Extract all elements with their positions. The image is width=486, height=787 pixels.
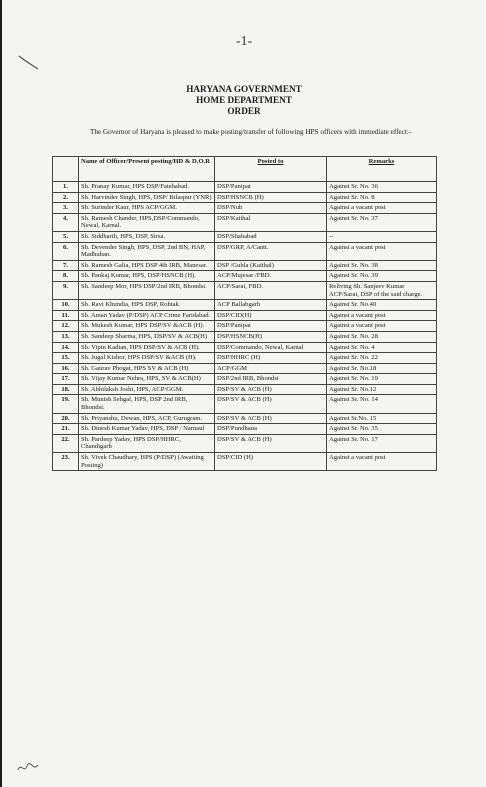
row-posted-to: DSP/SV & ACB (H) xyxy=(215,413,327,424)
column-header-name: Name of Officer/Present posting/HD & D.O.R xyxy=(79,157,215,182)
table-row xyxy=(53,260,437,271)
row-posted-to: ACP/Mujesar /FBD. xyxy=(215,271,327,282)
table-row xyxy=(53,242,437,260)
row-remarks: Against Sr. No. 35 xyxy=(327,424,437,435)
row-remarks: Reliving Sh. Sanjeev Kumar ACP/Sarai, DSP of the said charge. xyxy=(327,281,437,299)
row-sr-number: 12. xyxy=(53,321,79,332)
row-sr-number: 1. xyxy=(53,182,79,193)
column-header-posted xyxy=(215,157,327,182)
row-posted-to: DSP/2nd IRB, Bhondsi xyxy=(215,374,327,385)
row-posted-to: ACP Ballabgarh xyxy=(215,300,327,311)
row-posted-to: DSP/HHRC (H) xyxy=(215,353,327,364)
row-remarks: Against Sr. No. 22 xyxy=(327,353,437,364)
row-sr-number: 21. xyxy=(53,424,79,435)
row-remarks: Against Sr.No. 15 xyxy=(327,413,437,424)
row-sr-number: 3. xyxy=(53,203,79,214)
table-row xyxy=(53,203,437,214)
row-posted-to: DSP/GRP, A/Cantt. xyxy=(215,242,327,260)
row-posted-to: DSP/CID(H) xyxy=(215,310,327,321)
table-row xyxy=(53,342,437,353)
row-remarks: Against Sr. No. 17 xyxy=(327,434,437,452)
row-officer-name: Sh. Priyanshu, Dewan, HPS, ACP, Gurugram. xyxy=(79,413,215,424)
table-row xyxy=(53,374,437,385)
row-officer-name: Sh. Jugal Kishor, HPS DSP/SV &ACB (H). xyxy=(79,353,215,364)
row-remarks: Against Sr. No. 39 xyxy=(327,271,437,282)
row-posted-to: DSP/CID (H) xyxy=(215,453,327,471)
row-posted-to: DSP/Commando, Newal, Karnal xyxy=(215,342,327,353)
posting-table xyxy=(52,156,437,471)
table-row xyxy=(53,182,437,193)
column-header-sr xyxy=(53,157,79,182)
row-sr-number: 5. xyxy=(53,231,79,242)
table-row xyxy=(53,331,437,342)
row-posted-to: ACP/Sarai, FBD. xyxy=(215,281,327,299)
row-posted-to: DSP/SV & ACB (H) xyxy=(215,395,327,413)
row-sr-number: 16. xyxy=(53,363,79,374)
header-line-1: HARYANA GOVERNMENT xyxy=(186,84,302,94)
row-remarks: -- xyxy=(327,231,437,242)
page-number: -1- xyxy=(235,34,253,49)
row-sr-number: 14. xyxy=(53,342,79,353)
table-row xyxy=(53,231,437,242)
table-header-row xyxy=(53,157,437,182)
document-header xyxy=(2,84,486,117)
row-remarks: Against a vacant post xyxy=(327,453,437,471)
row-officer-name: Sh. Abhilaksh Joshi, HPS, ACP/GGM. xyxy=(79,384,215,395)
row-remarks: Against Sr. No.18 xyxy=(327,363,437,374)
row-officer-name: Sh. Sandeep Mor, HPS DSP/2nd IRB, Bhondsi. xyxy=(79,281,215,299)
row-sr-number: 8. xyxy=(53,271,79,282)
row-remarks: Against Sr. No. 37 xyxy=(327,213,437,231)
row-remarks: Against a vacant post xyxy=(327,242,437,260)
row-posted-to: DSP/Pundhana xyxy=(215,424,327,435)
table-row xyxy=(53,281,437,299)
row-sr-number: 15. xyxy=(53,353,79,364)
row-remarks: Against a vacant post xyxy=(327,310,437,321)
column-header-remarks-label: Remarks xyxy=(368,158,395,165)
row-remarks: Against Sr. No. 19 xyxy=(327,374,437,385)
row-sr-number: 6. xyxy=(53,242,79,260)
row-sr-number: 4. xyxy=(53,213,79,231)
row-officer-name: Sh. Pranay Kumar, HPS DSP/Fatehabad. xyxy=(79,182,215,193)
row-officer-name: Sh. Vijay Kumar Nehra, HPS, SV & ACB(H) xyxy=(79,374,215,385)
row-officer-name: Sh. Ramesh Chander, HPS,DSP/Commando, Newal, Karnal. xyxy=(79,213,215,231)
column-header-remarks xyxy=(327,157,437,182)
row-sr-number: 20. xyxy=(53,413,79,424)
pen-tick-mark xyxy=(18,54,40,70)
table-row xyxy=(53,271,437,282)
column-header-posted-label: Posted to xyxy=(257,158,284,165)
row-sr-number: 23. xyxy=(53,453,79,471)
row-remarks: Against Sr. No. 14 xyxy=(327,395,437,413)
row-officer-name: Sh. Vipin Kadian, HPS DSP/SV & ACB (H). xyxy=(79,342,215,353)
table-row xyxy=(53,213,437,231)
row-posted-to: DSP/HSNCB (H) xyxy=(215,192,327,203)
row-posted-to: DSP/SV & ACB (H) xyxy=(215,384,327,395)
row-officer-name: Sh. Siddharth, HPS, DSP, Sirsa. xyxy=(79,231,215,242)
row-sr-number: 17. xyxy=(53,374,79,385)
row-officer-name: Sh. Gaurav Phogat, HPS SV & ACB (H) xyxy=(79,363,215,374)
row-remarks: Against Sr. No. 4 xyxy=(327,342,437,353)
row-posted-to: DSP/Panipat xyxy=(215,321,327,332)
row-remarks: Against a vacant post xyxy=(327,321,437,332)
row-sr-number: 13. xyxy=(53,331,79,342)
table-row xyxy=(53,453,437,471)
row-officer-name: Sh. Mukesh Kumar, HPS DSP/SV &ACB (H). xyxy=(79,321,215,332)
table-row xyxy=(53,321,437,332)
table-row xyxy=(53,395,437,413)
row-remarks: Against Sr. No. 36 xyxy=(327,182,437,193)
table-row xyxy=(53,363,437,374)
row-officer-name: Sh. Pankaj Kumar, HPS, DSP/HSNCB (H). xyxy=(79,271,215,282)
table-row xyxy=(53,413,437,424)
table-row xyxy=(53,310,437,321)
row-remarks: Against Sr. No. 8 xyxy=(327,192,437,203)
row-officer-name: Sh. Ravi Khundia, HPS DSP, Rohtak. xyxy=(79,300,215,311)
row-posted-to: DSP /Guhla (Kaithal) xyxy=(215,260,327,271)
row-officer-name: Sh. Aman Yadav (P/DSP) ACP Crime Faridabad. xyxy=(79,310,215,321)
row-remarks: Against Sr. No.40 xyxy=(327,300,437,311)
row-sr-number: 11. xyxy=(53,310,79,321)
row-sr-number: 9. xyxy=(53,281,79,299)
row-posted-to: DSP/Kaithal xyxy=(215,213,327,231)
intro-paragraph: The Governor of Haryana is pleased to make posting/transfer of following HPS officers with immediate effect:- xyxy=(90,128,412,136)
row-posted-to: ACP/GGM xyxy=(215,363,327,374)
row-officer-name: Sh. Harvinder Singh, HPS, DSP/ Bilaspur (YNR) xyxy=(79,192,215,203)
initials-signature xyxy=(16,760,40,776)
row-officer-name: Sh. Pardeep Yadav, HPS DSP/HHRC, Chandigarh xyxy=(79,434,215,452)
row-officer-name: Sh. Devender Singh, HPS, DSP, 2nd BN, HAP, Madhuban. xyxy=(79,242,215,260)
row-officer-name: Sh. Surinder Kaur, HPS ACP/GGM. xyxy=(79,203,215,214)
table-row xyxy=(53,424,437,435)
row-officer-name: Sh. Ramesh Galia, HPS DSP 4th IRB, Manesar. xyxy=(79,260,215,271)
row-posted-to: DSP/Shahabad xyxy=(215,231,327,242)
row-sr-number: 19. xyxy=(53,395,79,413)
table-row xyxy=(53,192,437,203)
row-officer-name: Sh. Sandeep Sharma, HPS, DSP/SV & ACB(H) xyxy=(79,331,215,342)
row-posted-to: DSP/HSNCB(H) xyxy=(215,331,327,342)
table-row xyxy=(53,300,437,311)
row-sr-number: 2. xyxy=(53,192,79,203)
row-officer-name: Sh. Vivek Chaudhary, HPS (P/DSP) (Awaiting Posting) xyxy=(79,453,215,471)
row-sr-number: 18. xyxy=(53,384,79,395)
row-posted-to: DSP/Nuh xyxy=(215,203,327,214)
row-posted-to: DSP/Panipat xyxy=(215,182,327,193)
table-row xyxy=(53,434,437,452)
row-sr-number: 22. xyxy=(53,434,79,452)
table-row xyxy=(53,353,437,364)
row-posted-to: DSP/SV & ACB (H) xyxy=(215,434,327,452)
row-officer-name: Sh. Dinesh Kumar Yadav, HPS, DSP / Narnaul xyxy=(79,424,215,435)
row-remarks: Against Sr. No.12 xyxy=(327,384,437,395)
header-line-3: ORDER xyxy=(227,106,261,116)
header-line-2: HOME DEPARTMENT xyxy=(196,95,292,105)
row-officer-name: Sh. Munish Sehgal, HPS, DSP 2nd IRB, Bhondsi. xyxy=(79,395,215,413)
row-sr-number: 10. xyxy=(53,300,79,311)
row-remarks: Against a vacant post xyxy=(327,203,437,214)
row-remarks: Against Sr. No. 28 xyxy=(327,331,437,342)
row-remarks: Against Sr. No. 38 xyxy=(327,260,437,271)
document-page xyxy=(2,0,486,787)
row-sr-number: 7. xyxy=(53,260,79,271)
table-row xyxy=(53,384,437,395)
